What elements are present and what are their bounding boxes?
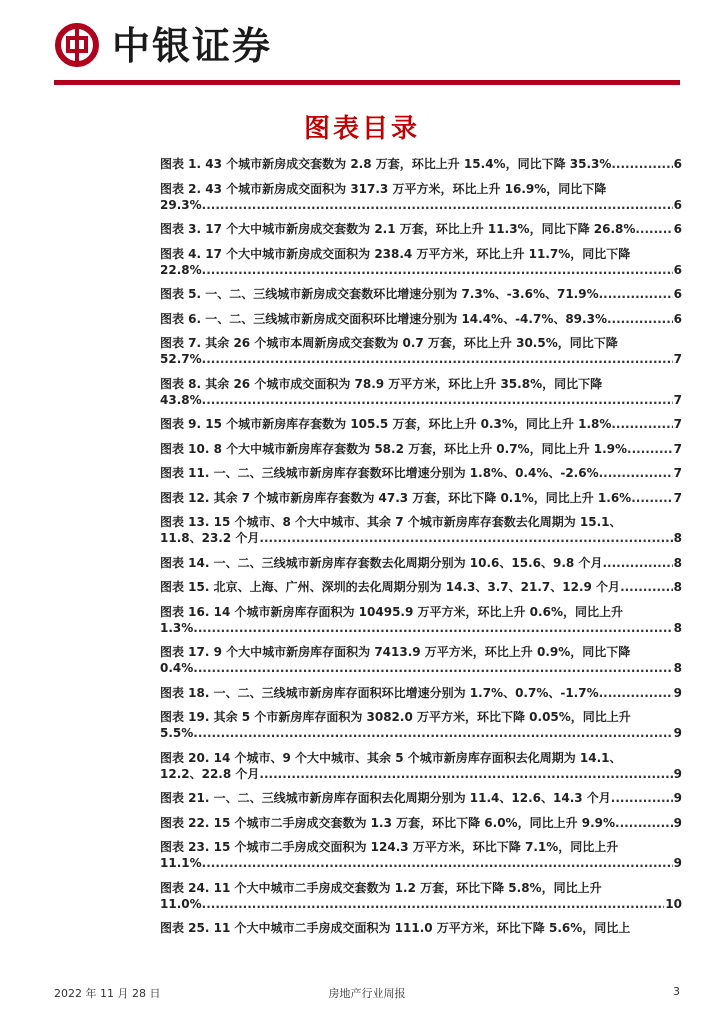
toc-page-number: 9 <box>673 791 682 805</box>
toc-page-number: 9 <box>673 726 682 740</box>
toc-leader-dots <box>599 286 673 302</box>
toc-entry-text: 图表 17. 9 个大中城市新房库存面积为 7413.9 万平方米，环比上升 0.9%，同比下降 <box>160 645 631 659</box>
toc-entry-text: 图表 19. 其余 5 个市新房库存面积为 3082.0 万平方米，环比下降 0.05%，同比上升 <box>160 710 631 724</box>
toc-page-number: 6 <box>673 287 682 301</box>
toc-entry-line <box>160 620 682 636</box>
toc-entry[interactable] <box>160 790 682 806</box>
toc-leader-dots <box>193 660 672 676</box>
toc-leader-dots <box>202 197 673 213</box>
toc-page-number: 10 <box>665 896 682 911</box>
toc-page-number: 7 <box>673 417 682 431</box>
toc-entry-line <box>160 880 682 896</box>
toc-leader-dots <box>599 685 673 701</box>
toc-page-number: 9 <box>673 685 682 700</box>
toc-entry[interactable] <box>160 376 682 408</box>
footer-page-number: 3 <box>673 985 680 998</box>
header-divider <box>54 80 680 85</box>
toc-leader-dots <box>627 441 673 457</box>
toc-entry-line <box>160 286 682 302</box>
toc-entry[interactable] <box>160 644 682 676</box>
toc-entry-text: 图表 13. 15 个城市、8 个大中城市、其余 7 个城市新房库存套数去化周期为 15.1、 <box>160 515 622 529</box>
footer-date: 2022 年 11 月 28 日 <box>54 987 161 1000</box>
toc-entry-line <box>160 197 682 213</box>
toc-page-number: 8 <box>673 580 682 594</box>
toc-entry-text: 图表 21. 一、二、三线城市新房库存面积去化周期分别为 11.4、12.6、14.3 个月 <box>160 791 611 805</box>
toc-page-number: 8 <box>673 661 682 675</box>
toc-entry[interactable] <box>160 181 682 213</box>
toc-entry[interactable] <box>160 416 682 432</box>
toc-entry[interactable] <box>160 490 682 506</box>
page-header <box>0 0 724 92</box>
toc-leader-dots <box>611 416 672 432</box>
toc-entry-line <box>160 490 682 506</box>
toc-leader-dots <box>259 766 672 782</box>
toc-entry-text: 图表 20. 14 个城市、9 个大中城市、其余 5 个城市新房库存面积去化周期为 14.1、 <box>160 750 622 765</box>
toc-page-number: 9 <box>673 856 682 870</box>
toc-entry[interactable] <box>160 335 682 367</box>
toc-page-number: 7 <box>673 441 682 456</box>
toc-entry[interactable] <box>160 221 682 237</box>
toc-entry-line <box>160 839 682 855</box>
toc-entry[interactable] <box>160 156 682 172</box>
toc-entry-text: 图表 15. 北京、上海、广州、深圳的去化周期分别为 14.3、3.7、21.7、12.9 个月 <box>160 580 621 594</box>
toc-entry[interactable] <box>160 514 682 546</box>
toc-entry[interactable] <box>160 286 682 302</box>
toc-entry-line <box>160 335 682 351</box>
toc-entry[interactable] <box>160 604 682 636</box>
toc-entry-text: 图表 16. 14 个城市新房库存面积为 10495.9 万平方米，环比上升 0.6%，同比上升 <box>160 604 623 619</box>
toc-entry-text: 图表 10. 8 个大中城市新房库存套数为 58.2 万套，环比上升 0.7%，同比上升 1.9% <box>160 441 628 456</box>
toc-entry-text: 图表 3. 17 个大中城市新房成交套数为 2.1 万套，环比上升 11.3%，同比下降 26.8% <box>160 222 636 236</box>
toc-leader-dots <box>202 351 673 367</box>
toc-entry-text: 52.7% <box>160 352 202 366</box>
toc-leader-dots <box>202 392 673 408</box>
toc-entry-text: 12.2、22.8 个月 <box>160 766 260 781</box>
toc-entry-line <box>160 311 682 327</box>
toc-entry[interactable] <box>160 465 682 481</box>
toc-entry[interactable] <box>160 815 682 831</box>
toc-entry-text: 11.0% <box>160 896 202 911</box>
toc-entry-line <box>160 376 682 392</box>
toc-leader-dots <box>620 579 673 595</box>
toc-entry-text: 图表 7. 其余 26 个城市本周新房成交套数为 0.7 万套，环比上升 30.5%，同比下降 <box>160 336 618 350</box>
toc-entry-line <box>160 465 682 481</box>
toc-entry-text: 22.8% <box>160 262 202 277</box>
toc-entry[interactable] <box>160 246 682 278</box>
toc-entry-text: 0.4% <box>160 661 194 675</box>
toc-entry-line <box>160 815 682 831</box>
toc-entry[interactable] <box>160 880 682 912</box>
toc-page-number: 7 <box>673 352 682 366</box>
toc-entry-text: 11.1% <box>160 856 202 870</box>
toc-leader-dots <box>599 465 673 481</box>
brand-name: 中银证券 <box>112 23 273 68</box>
toc-entry[interactable] <box>160 839 682 871</box>
toc-page-number: 7 <box>673 392 682 407</box>
toc-entry-line <box>160 920 682 936</box>
toc-leader-dots <box>202 896 665 912</box>
toc-entry-line <box>160 644 682 660</box>
toc-entry-text: 29.3% <box>160 197 202 212</box>
toc-entry-text: 11.8、23.2 个月 <box>160 531 260 545</box>
toc-page-number: 6 <box>673 311 682 326</box>
toc-entry-line <box>160 855 682 871</box>
toc-entry-text: 图表 1. 43 个城市新房成交套数为 2.8 万套，环比上升 15.4%，同比下降 35.3% <box>160 157 612 171</box>
toc-leader-dots <box>202 855 673 871</box>
toc-entry-line <box>160 766 682 782</box>
toc-page-number: 8 <box>673 620 682 635</box>
toc-page-number: 8 <box>673 531 682 545</box>
toc-leader-dots <box>611 156 672 172</box>
toc-entry-text: 图表 22. 15 个城市二手房成交套数为 1.3 万套，环比下降 6.0%，同比上升 9.9% <box>160 815 616 830</box>
toc-entry-line <box>160 221 682 237</box>
toc-entry-line <box>160 530 682 546</box>
toc-entry-text: 图表 24. 11 个大中城市二手房成交套数为 1.2 万套，环比下降 5.8%，同比上升 <box>160 880 602 895</box>
toc-leader-dots <box>611 790 673 806</box>
toc-entry-line <box>160 262 682 278</box>
toc-entry-line <box>160 416 682 432</box>
toc-entry[interactable] <box>160 579 682 595</box>
toc-leader-dots <box>607 311 673 327</box>
toc-entry-line <box>160 685 682 701</box>
toc-page-number: 6 <box>673 197 682 212</box>
toc-entry-text: 图表 9. 15 个城市新房库存套数为 105.5 万套，环比上升 0.3%，同比上升 1.8% <box>160 417 612 431</box>
toc-entry-text: 图表 14. 一、二、三线城市新房库存套数去化周期分别为 10.6、15.6、9.8 个月 <box>160 555 603 570</box>
toc-entry-line <box>160 750 682 766</box>
toc-page-number: 7 <box>673 490 682 505</box>
toc-entry-line <box>160 351 682 367</box>
toc-entry-line <box>160 709 682 725</box>
toc-entry-text: 图表 2. 43 个城市新房成交面积为 317.3 万平方米，环比上升 16.9%，同比下降 <box>160 181 607 196</box>
toc-entry-line <box>160 604 682 620</box>
toc-leader-dots <box>193 725 672 741</box>
bank-of-china-logo-icon <box>54 22 100 68</box>
toc-page-number: 9 <box>673 766 682 781</box>
toc-leader-dots <box>202 262 673 278</box>
toc-entry-line <box>160 156 682 172</box>
toc-entry-line <box>160 555 682 571</box>
page-title: 图表目录 <box>303 114 420 144</box>
toc-page-number: 7 <box>673 466 682 480</box>
toc-leader-dots <box>615 815 673 831</box>
toc-leader-dots <box>635 221 672 237</box>
toc-entry-text: 图表 4. 17 个大中城市新房成交面积为 238.4 万平方米，环比上升 11.7%，同比下降 <box>160 246 631 261</box>
toc-page-number: 8 <box>673 555 682 570</box>
toc-entry-text: 图表 23. 15 个城市二手房成交面积为 124.3 万平方米，环比下降 7.1%，同比上升 <box>160 840 619 854</box>
toc-entry-line <box>160 725 682 741</box>
toc-entry[interactable] <box>160 555 682 571</box>
toc-entry-text: 图表 12. 其余 7 个城市新房库存套数为 47.3 万套，环比下降 0.1%，同比上升 1.6% <box>160 490 632 505</box>
toc-page-number: 6 <box>673 222 682 236</box>
toc-entry-text: 1.3% <box>160 620 194 635</box>
toc-leader-dots <box>602 555 672 571</box>
toc-page-number: 6 <box>673 157 682 171</box>
toc-entry[interactable] <box>160 709 682 741</box>
footer-report-name: 房地产行业周报 <box>328 987 406 1000</box>
toc-entry-line <box>160 896 682 912</box>
toc-entry-line <box>160 181 682 197</box>
figure-list <box>160 156 682 945</box>
toc-entry-line <box>160 392 682 408</box>
toc-entry[interactable] <box>160 920 682 936</box>
toc-page-number: 6 <box>673 262 682 277</box>
toc-leader-dots <box>259 530 672 546</box>
toc-entry[interactable] <box>160 441 682 457</box>
toc-entry-line <box>160 514 682 530</box>
toc-entry-text: 图表 11. 一、二、三线城市新房库存套数环比增速分别为 1.8%、0.4%、-2.6% <box>160 466 599 480</box>
toc-entry-line <box>160 790 682 806</box>
toc-entry[interactable] <box>160 311 682 327</box>
toc-entry-text: 43.8% <box>160 392 202 407</box>
toc-entry-line <box>160 660 682 676</box>
toc-entry-text: 5.5% <box>160 726 194 740</box>
toc-leader-dots <box>631 490 672 506</box>
page-footer <box>54 985 680 1001</box>
toc-entry-text: 图表 8. 其余 26 个城市成交面积为 78.9 万平方米，环比上升 35.8%，同比下降 <box>160 376 603 391</box>
toc-page-number: 9 <box>673 815 682 830</box>
toc-entry[interactable] <box>160 685 682 701</box>
toc-entry-text: 图表 6. 一、二、三线城市新房成交面积环比增速分别为 14.4%、-4.7%、89.3% <box>160 311 607 326</box>
toc-leader-dots <box>193 620 672 636</box>
toc-entry-line <box>160 579 682 595</box>
toc-entry[interactable] <box>160 750 682 782</box>
toc-entry-line <box>160 246 682 262</box>
toc-entry-line <box>160 441 682 457</box>
toc-entry-text: 图表 5. 一、二、三线城市新房成交套数环比增速分别为 7.3%、-3.6%、71.9% <box>160 287 599 301</box>
toc-entry-text: 图表 18. 一、二、三线城市新房库存面积环比增速分别为 1.7%、0.7%、-1.7% <box>160 685 599 700</box>
toc-entry-text: 图表 25. 11 个大中城市二手房成交面积为 111.0 万平方米，环比下降 5.6%，同比上 <box>160 921 631 935</box>
